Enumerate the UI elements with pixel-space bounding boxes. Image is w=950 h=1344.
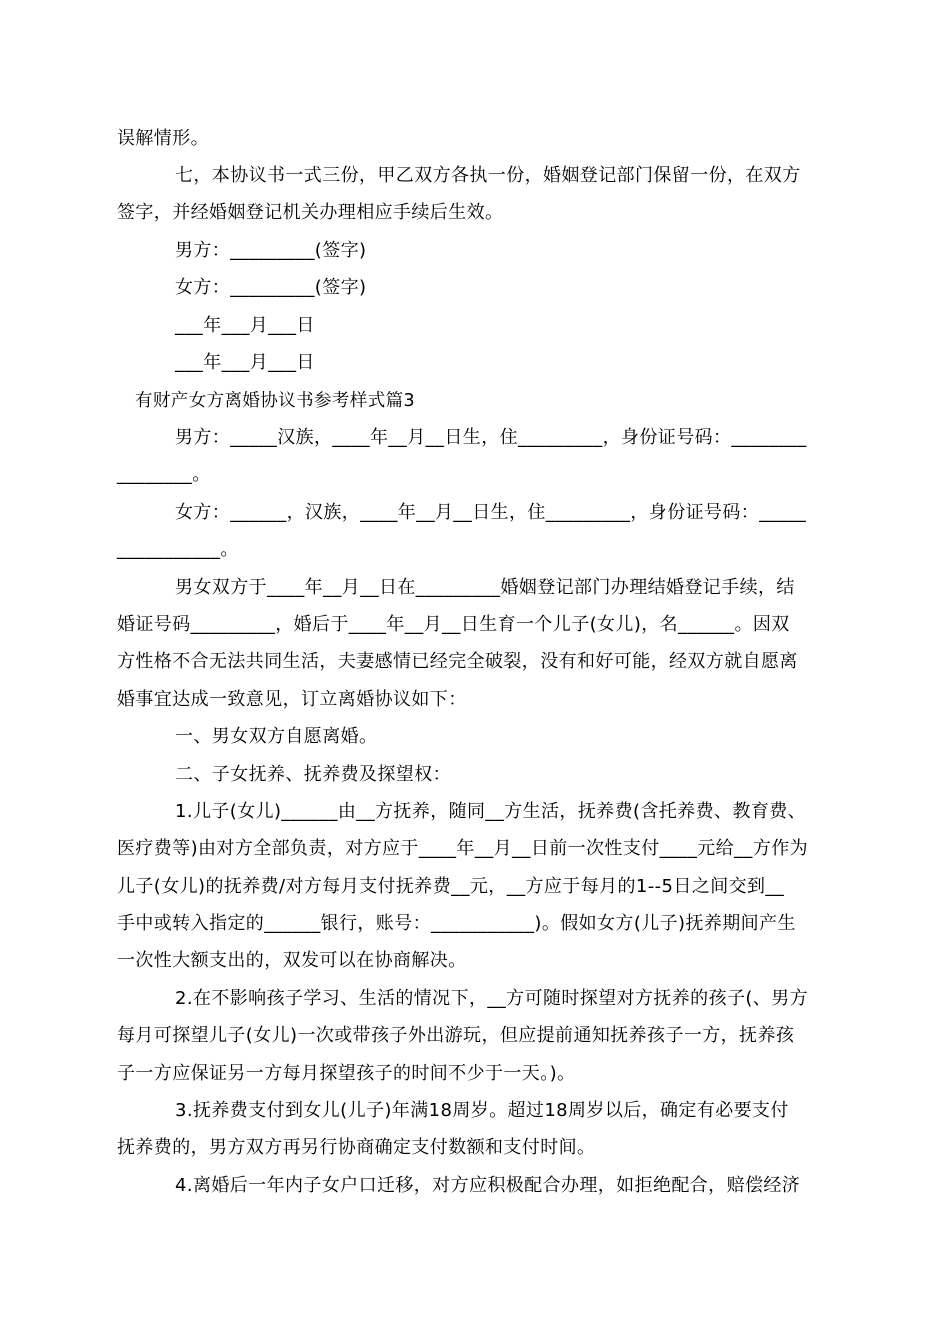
text-line: 1.儿子(女儿)______由__方抚养，随同__方生活，抚养费(含托养费、教育费、 [175,801,807,822]
text-line: 男方：_____汉族，____年__月__日生，住_________，身份证号码：________ [175,427,807,448]
text-line: 签字，并经婚姻登记机关办理相应手续后生效。 [117,202,504,223]
text-line: 医疗费等)由对方全部负责，对方应于____年__月__日前一次性支付____元给__方作为 [117,838,809,859]
text-line: 4.离婚后一年内子女户口迁移，对方应积极配合办理，如拒绝配合，赔偿经济 [175,1175,801,1196]
text-line: 方性格不合无法共同生活，夫妻感情已经完全破裂，没有和好可能，经双方就自愿离 [117,651,798,672]
text-line: 儿子(女儿)的抚养费/对方每月支付抚养费__元，__方应于每月的1--5日之间交到__ [117,876,785,897]
signature-line-female: 女方：_________(签字) [175,277,367,298]
clause-two: 二、子女抚养、抚养费及探望权： [175,764,451,785]
signature-line-male: 男方：_________(签字) [175,240,367,261]
section-heading: 有财产女方离婚协议书参考样式篇3 [135,391,416,411]
text-line: 婚事宜达成一致意见，订立离婚协议如下： [117,689,467,710]
text-line: 男女双方于____年__月__日在_________婚姻登记部门办理结婚登记手续，结 [175,577,795,598]
text-line: 抚养费的，男方双方再另行协商确定支付数额和支付时间。 [117,1137,596,1158]
text-line: 3.抚养费支付到女儿(儿子)年满18周岁。超过18周岁以后，确定有必要支付 [175,1100,789,1121]
date-line: ___年___月___日 [175,315,315,336]
text-line: 子一方应保证另一方每月探望孩子的时间不少于一天。)。 [117,1063,576,1084]
text-line: 每月可探望儿子(女儿)一次或带孩子外出游玩，但应提前通知抚养孩子一方，抚养孩 [117,1025,795,1046]
text-line: 一次性大额支出的，双发可以在协商解决。 [117,950,467,971]
text-line: 女方：______，汉族，____年__月__日生，住_________，身份证号码：_____ [175,502,807,523]
clause-one: 一、男女双方自愿离婚。 [175,726,378,747]
text-line: 手中或转入指定的______银行，账号：___________)。假如女方(儿子)抚养期间产生 [117,913,796,934]
text-line: ___________。 [117,539,239,560]
text-line: 婚证号码_________，婚后于____年__月__日生育一个儿子(女儿)，名______。因双 [117,614,790,635]
text-line: 七，本协议书一式三份，甲乙双方各执一份，婚姻登记部门保留一份，在双方 [175,165,801,186]
date-line: ___年___月___日 [175,352,315,373]
text-line: 2.在不影响孩子学习、生活的情况下，__方可随时探望对方抚养的孩子(、男方 [175,988,808,1009]
text-line: ________。 [117,464,211,485]
text-line: 误解情形。 [117,128,209,149]
